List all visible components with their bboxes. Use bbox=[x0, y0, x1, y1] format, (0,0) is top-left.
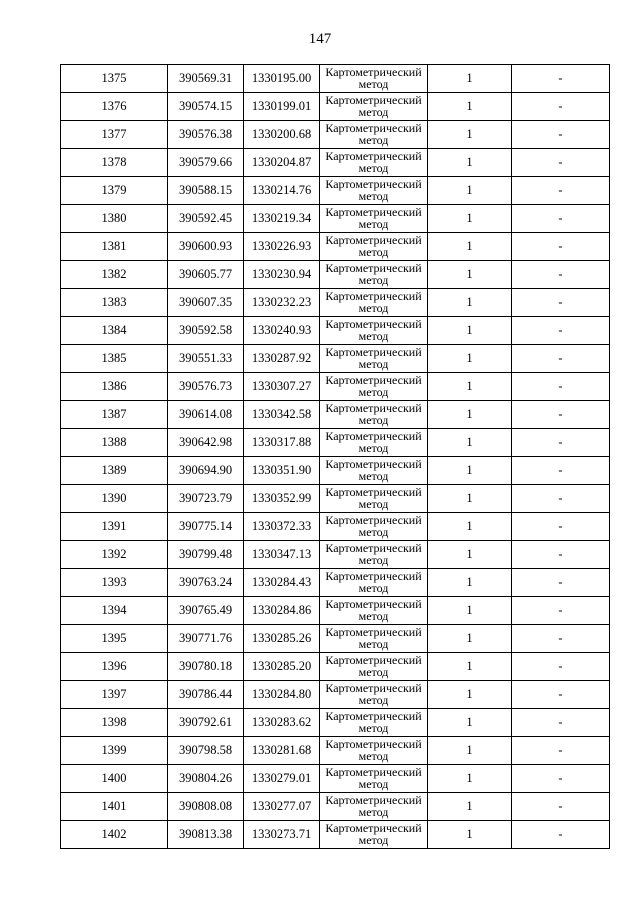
y-coordinate-cell: 1330372.33 bbox=[244, 513, 320, 541]
method-cell: Картометрический метод bbox=[320, 737, 428, 765]
y-coordinate-cell: 1330283.62 bbox=[244, 709, 320, 737]
accuracy-cell: 1 bbox=[428, 793, 512, 821]
point-number-cell: 1382 bbox=[61, 261, 168, 289]
accuracy-cell: 1 bbox=[428, 541, 512, 569]
accuracy-cell: 1 bbox=[428, 317, 512, 345]
x-coordinate-cell: 390569.31 bbox=[168, 65, 244, 93]
method-cell: Картометрический метод bbox=[320, 149, 428, 177]
point-number-cell: 1383 bbox=[61, 289, 168, 317]
table-row bbox=[61, 681, 610, 709]
method-cell: Картометрический метод bbox=[320, 233, 428, 261]
x-coordinate-cell: 390576.38 bbox=[168, 121, 244, 149]
table-row bbox=[61, 177, 610, 205]
x-coordinate-cell: 390799.48 bbox=[168, 541, 244, 569]
accuracy-cell: 1 bbox=[428, 149, 512, 177]
table-row bbox=[61, 345, 610, 373]
table-row bbox=[61, 625, 610, 653]
y-coordinate-cell: 1330284.86 bbox=[244, 597, 320, 625]
method-cell: Картометрический метод bbox=[320, 709, 428, 737]
table-row bbox=[61, 485, 610, 513]
y-coordinate-cell: 1330342.58 bbox=[244, 401, 320, 429]
x-coordinate-cell: 390576.73 bbox=[168, 373, 244, 401]
x-coordinate-cell: 390763.24 bbox=[168, 569, 244, 597]
method-cell: Картометрический метод bbox=[320, 261, 428, 289]
point-number-cell: 1379 bbox=[61, 177, 168, 205]
note-cell: - bbox=[512, 793, 610, 821]
y-coordinate-cell: 1330285.26 bbox=[244, 625, 320, 653]
x-coordinate-cell: 390786.44 bbox=[168, 681, 244, 709]
table-row bbox=[61, 597, 610, 625]
table-row bbox=[61, 317, 610, 345]
point-number-cell: 1400 bbox=[61, 765, 168, 793]
method-cell: Картометрический метод bbox=[320, 345, 428, 373]
method-cell: Картометрический метод bbox=[320, 373, 428, 401]
table-row bbox=[61, 821, 610, 849]
point-number-cell: 1397 bbox=[61, 681, 168, 709]
x-coordinate-cell: 390775.14 bbox=[168, 513, 244, 541]
point-number-cell: 1378 bbox=[61, 149, 168, 177]
note-cell: - bbox=[512, 429, 610, 457]
accuracy-cell: 1 bbox=[428, 65, 512, 93]
method-cell: Картометрический метод bbox=[320, 597, 428, 625]
x-coordinate-cell: 390804.26 bbox=[168, 765, 244, 793]
point-number-cell: 1393 bbox=[61, 569, 168, 597]
x-coordinate-cell: 390607.35 bbox=[168, 289, 244, 317]
note-cell: - bbox=[512, 121, 610, 149]
point-number-cell: 1384 bbox=[61, 317, 168, 345]
y-coordinate-cell: 1330317.88 bbox=[244, 429, 320, 457]
accuracy-cell: 1 bbox=[428, 597, 512, 625]
table-row bbox=[61, 65, 610, 93]
accuracy-cell: 1 bbox=[428, 401, 512, 429]
accuracy-cell: 1 bbox=[428, 233, 512, 261]
y-coordinate-cell: 1330219.34 bbox=[244, 205, 320, 233]
note-cell: - bbox=[512, 373, 610, 401]
accuracy-cell: 1 bbox=[428, 345, 512, 373]
x-coordinate-cell: 390771.76 bbox=[168, 625, 244, 653]
note-cell: - bbox=[512, 485, 610, 513]
note-cell: - bbox=[512, 401, 610, 429]
y-coordinate-cell: 1330285.20 bbox=[244, 653, 320, 681]
coordinates-table bbox=[60, 64, 610, 849]
y-coordinate-cell: 1330240.93 bbox=[244, 317, 320, 345]
accuracy-cell: 1 bbox=[428, 261, 512, 289]
x-coordinate-cell: 390694.90 bbox=[168, 457, 244, 485]
point-number-cell: 1381 bbox=[61, 233, 168, 261]
accuracy-cell: 1 bbox=[428, 429, 512, 457]
note-cell: - bbox=[512, 737, 610, 765]
y-coordinate-cell: 1330273.71 bbox=[244, 821, 320, 849]
point-number-cell: 1395 bbox=[61, 625, 168, 653]
note-cell: - bbox=[512, 457, 610, 485]
table-row bbox=[61, 373, 610, 401]
note-cell: - bbox=[512, 513, 610, 541]
note-cell: - bbox=[512, 233, 610, 261]
table-row bbox=[61, 233, 610, 261]
y-coordinate-cell: 1330200.68 bbox=[244, 121, 320, 149]
accuracy-cell: 1 bbox=[428, 93, 512, 121]
method-cell: Картометрический метод bbox=[320, 653, 428, 681]
method-cell: Картометрический метод bbox=[320, 541, 428, 569]
table-row bbox=[61, 653, 610, 681]
accuracy-cell: 1 bbox=[428, 205, 512, 233]
accuracy-cell: 1 bbox=[428, 709, 512, 737]
note-cell: - bbox=[512, 177, 610, 205]
method-cell: Картометрический метод bbox=[320, 513, 428, 541]
table-row bbox=[61, 149, 610, 177]
accuracy-cell: 1 bbox=[428, 121, 512, 149]
note-cell: - bbox=[512, 93, 610, 121]
table-row bbox=[61, 737, 610, 765]
table-row bbox=[61, 289, 610, 317]
x-coordinate-cell: 390780.18 bbox=[168, 653, 244, 681]
x-coordinate-cell: 390579.66 bbox=[168, 149, 244, 177]
point-number-cell: 1399 bbox=[61, 737, 168, 765]
y-coordinate-cell: 1330307.27 bbox=[244, 373, 320, 401]
method-cell: Картометрический метод bbox=[320, 821, 428, 849]
accuracy-cell: 1 bbox=[428, 737, 512, 765]
method-cell: Картометрический метод bbox=[320, 205, 428, 233]
table-row bbox=[61, 569, 610, 597]
y-coordinate-cell: 1330352.99 bbox=[244, 485, 320, 513]
accuracy-cell: 1 bbox=[428, 485, 512, 513]
table-row bbox=[61, 541, 610, 569]
x-coordinate-cell: 390574.15 bbox=[168, 93, 244, 121]
point-number-cell: 1402 bbox=[61, 821, 168, 849]
point-number-cell: 1396 bbox=[61, 653, 168, 681]
method-cell: Картометрический метод bbox=[320, 765, 428, 793]
x-coordinate-cell: 390551.33 bbox=[168, 345, 244, 373]
y-coordinate-cell: 1330204.87 bbox=[244, 149, 320, 177]
y-coordinate-cell: 1330277.07 bbox=[244, 793, 320, 821]
y-coordinate-cell: 1330281.68 bbox=[244, 737, 320, 765]
method-cell: Картометрический метод bbox=[320, 569, 428, 597]
accuracy-cell: 1 bbox=[428, 569, 512, 597]
y-coordinate-cell: 1330351.90 bbox=[244, 457, 320, 485]
method-cell: Картометрический метод bbox=[320, 177, 428, 205]
point-number-cell: 1376 bbox=[61, 93, 168, 121]
method-cell: Картометрический метод bbox=[320, 289, 428, 317]
y-coordinate-cell: 1330195.00 bbox=[244, 65, 320, 93]
accuracy-cell: 1 bbox=[428, 177, 512, 205]
y-coordinate-cell: 1330232.23 bbox=[244, 289, 320, 317]
table-row bbox=[61, 205, 610, 233]
note-cell: - bbox=[512, 345, 610, 373]
note-cell: - bbox=[512, 317, 610, 345]
y-coordinate-cell: 1330347.13 bbox=[244, 541, 320, 569]
table-row bbox=[61, 765, 610, 793]
point-number-cell: 1391 bbox=[61, 513, 168, 541]
y-coordinate-cell: 1330199.01 bbox=[244, 93, 320, 121]
note-cell: - bbox=[512, 625, 610, 653]
x-coordinate-cell: 390592.45 bbox=[168, 205, 244, 233]
x-coordinate-cell: 390813.38 bbox=[168, 821, 244, 849]
accuracy-cell: 1 bbox=[428, 513, 512, 541]
accuracy-cell: 1 bbox=[428, 821, 512, 849]
method-cell: Картометрический метод bbox=[320, 793, 428, 821]
method-cell: Картометрический метод bbox=[320, 429, 428, 457]
accuracy-cell: 1 bbox=[428, 457, 512, 485]
x-coordinate-cell: 390588.15 bbox=[168, 177, 244, 205]
point-number-cell: 1394 bbox=[61, 597, 168, 625]
point-number-cell: 1392 bbox=[61, 541, 168, 569]
table-row bbox=[61, 513, 610, 541]
point-number-cell: 1385 bbox=[61, 345, 168, 373]
point-number-cell: 1390 bbox=[61, 485, 168, 513]
point-number-cell: 1375 bbox=[61, 65, 168, 93]
accuracy-cell: 1 bbox=[428, 625, 512, 653]
method-cell: Картометрический метод bbox=[320, 625, 428, 653]
table-row bbox=[61, 121, 610, 149]
table-row bbox=[61, 793, 610, 821]
x-coordinate-cell: 390605.77 bbox=[168, 261, 244, 289]
point-number-cell: 1389 bbox=[61, 457, 168, 485]
accuracy-cell: 1 bbox=[428, 653, 512, 681]
accuracy-cell: 1 bbox=[428, 289, 512, 317]
point-number-cell: 1387 bbox=[61, 401, 168, 429]
x-coordinate-cell: 390765.49 bbox=[168, 597, 244, 625]
table-row bbox=[61, 429, 610, 457]
method-cell: Картометрический метод bbox=[320, 317, 428, 345]
accuracy-cell: 1 bbox=[428, 765, 512, 793]
y-coordinate-cell: 1330230.94 bbox=[244, 261, 320, 289]
table-row bbox=[61, 401, 610, 429]
note-cell: - bbox=[512, 65, 610, 93]
x-coordinate-cell: 390642.98 bbox=[168, 429, 244, 457]
note-cell: - bbox=[512, 709, 610, 737]
y-coordinate-cell: 1330287.92 bbox=[244, 345, 320, 373]
method-cell: Картометрический метод bbox=[320, 401, 428, 429]
point-number-cell: 1401 bbox=[61, 793, 168, 821]
table-row bbox=[61, 261, 610, 289]
note-cell: - bbox=[512, 821, 610, 849]
x-coordinate-cell: 390600.93 bbox=[168, 233, 244, 261]
note-cell: - bbox=[512, 261, 610, 289]
note-cell: - bbox=[512, 205, 610, 233]
x-coordinate-cell: 390808.08 bbox=[168, 793, 244, 821]
y-coordinate-cell: 1330279.01 bbox=[244, 765, 320, 793]
method-cell: Картометрический метод bbox=[320, 457, 428, 485]
table-row bbox=[61, 709, 610, 737]
note-cell: - bbox=[512, 653, 610, 681]
note-cell: - bbox=[512, 569, 610, 597]
note-cell: - bbox=[512, 681, 610, 709]
note-cell: - bbox=[512, 765, 610, 793]
method-cell: Картометрический метод bbox=[320, 485, 428, 513]
point-number-cell: 1398 bbox=[61, 709, 168, 737]
table-row bbox=[61, 93, 610, 121]
y-coordinate-cell: 1330226.93 bbox=[244, 233, 320, 261]
point-number-cell: 1380 bbox=[61, 205, 168, 233]
point-number-cell: 1377 bbox=[61, 121, 168, 149]
method-cell: Картометрический метод bbox=[320, 121, 428, 149]
x-coordinate-cell: 390592.58 bbox=[168, 317, 244, 345]
method-cell: Картометрический метод bbox=[320, 681, 428, 709]
method-cell: Картометрический метод bbox=[320, 93, 428, 121]
accuracy-cell: 1 bbox=[428, 681, 512, 709]
note-cell: - bbox=[512, 541, 610, 569]
x-coordinate-cell: 390792.61 bbox=[168, 709, 244, 737]
x-coordinate-cell: 390614.08 bbox=[168, 401, 244, 429]
coordinates-table-body bbox=[61, 65, 610, 849]
y-coordinate-cell: 1330284.43 bbox=[244, 569, 320, 597]
page-number: 147 bbox=[308, 31, 332, 47]
note-cell: - bbox=[512, 289, 610, 317]
note-cell: - bbox=[512, 149, 610, 177]
table-row bbox=[61, 457, 610, 485]
x-coordinate-cell: 390723.79 bbox=[168, 485, 244, 513]
note-cell: - bbox=[512, 597, 610, 625]
y-coordinate-cell: 1330214.76 bbox=[244, 177, 320, 205]
point-number-cell: 1386 bbox=[61, 373, 168, 401]
accuracy-cell: 1 bbox=[428, 373, 512, 401]
method-cell: Картометрический метод bbox=[320, 65, 428, 93]
y-coordinate-cell: 1330284.80 bbox=[244, 681, 320, 709]
point-number-cell: 1388 bbox=[61, 429, 168, 457]
x-coordinate-cell: 390798.58 bbox=[168, 737, 244, 765]
